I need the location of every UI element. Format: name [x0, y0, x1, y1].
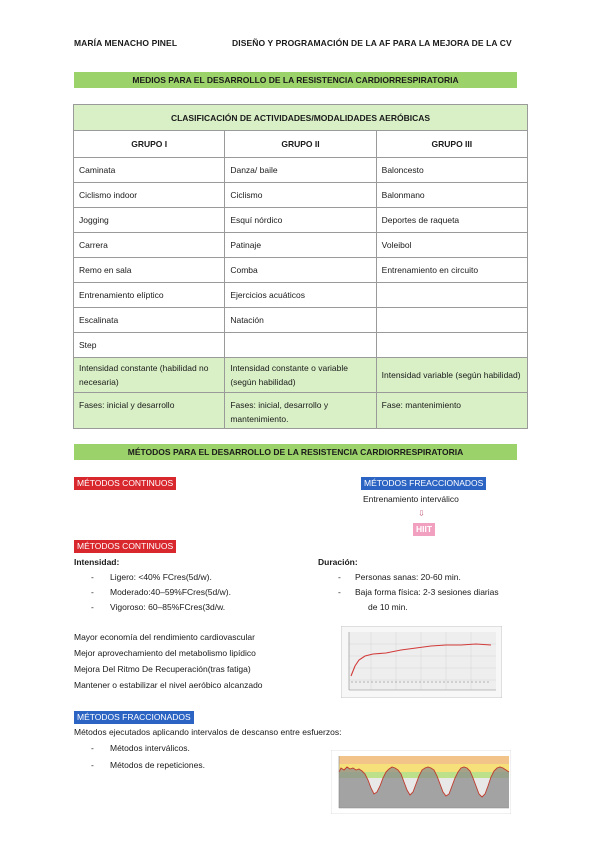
table-cell: Caminata [74, 158, 225, 183]
intensity-cell: Intensidad variable (según habilidad) [376, 358, 527, 393]
activities-table [73, 104, 528, 429]
phase-cell: Fases: inicial, desarrollo y mantenimiento. [225, 393, 376, 429]
table-cell: Balonmano [376, 183, 527, 208]
table-cell: Patinaje [225, 233, 376, 258]
intensity-cell: Intensidad constante (habilidad no necesaria) [74, 358, 225, 393]
table-cell: Step [74, 333, 225, 358]
table-cell: Escalinata [74, 308, 225, 333]
section-banner-medios: MEDIOS PARA EL DESARROLLO DE LA RESISTENCIA CARDIORRESPIRATORIA [74, 72, 517, 88]
phase-cell: Fases: inicial y desarrollo [74, 393, 225, 429]
intensity-item: Ligero: <40% FCres(5d/w). [110, 572, 212, 582]
table-row [74, 258, 528, 283]
down-arrow-icon: ⇩ [418, 509, 425, 518]
table-row [74, 308, 528, 333]
header-author: MARÍA MENACHO PINEL [74, 38, 178, 48]
hiit-badge: HIIT [413, 523, 435, 536]
intensity-item: Vigoroso: 60–85%FCres(3d/w. [110, 602, 226, 612]
bullet-dash: - [338, 587, 341, 597]
table-cell: Natación [225, 308, 376, 333]
table-cell: Entrenamiento en circuito [376, 258, 527, 283]
phase-cell: Fase: mantenimiento [376, 393, 527, 429]
table-cell: Entrenamiento elíptico [74, 283, 225, 308]
table-row [74, 283, 528, 308]
intensity-row [74, 358, 528, 393]
header-doc-title: DISEÑO Y PROGRAMACIÓN DE LA AF PARA LA MEJORA DE LA CV [232, 38, 512, 48]
table-cell: Ciclismo [225, 183, 376, 208]
table-cell: Danza/ baile [225, 158, 376, 183]
bullet-dash: - [91, 587, 94, 597]
table-cell [225, 333, 376, 358]
bullet-dash: - [91, 743, 94, 753]
benefit-item: Mayor economía del rendimiento cardiovascular [74, 632, 255, 642]
table-row [74, 233, 528, 258]
table-title: CLASIFICACIÓN DE ACTIVIDADES/MODALIDADES AERÓBICAS [74, 105, 528, 131]
fractioned-methods-tag-2: MÉTODOS FRACCIONADOS [74, 711, 194, 724]
continuous-heart-rate-chart [341, 626, 502, 698]
phases-row [74, 393, 528, 429]
table-cell: Remo en sala [74, 258, 225, 283]
table-cell: Voleibol [376, 233, 527, 258]
duration-item: de 10 min. [368, 602, 408, 612]
bullet-dash: - [91, 760, 94, 770]
continuous-methods-tag-2: MÉTODOS CONTINUOS [74, 540, 176, 553]
table-cell: Esquí nórdico [225, 208, 376, 233]
interval-training-text: Entrenamiento interválico [363, 494, 459, 504]
table-cell: Deportes de raqueta [376, 208, 527, 233]
benefit-item: Mantener o estabilizar el nivel aeróbico alcanzado [74, 680, 263, 690]
fractioned-methods-tag: MÉTODOS FREACCIONADOS [361, 477, 486, 490]
table-row [74, 183, 528, 208]
duration-title: Duración: [318, 557, 358, 567]
table-cell: Baloncesto [376, 158, 527, 183]
table-cell: Carrera [74, 233, 225, 258]
group-header: GRUPO I [74, 131, 225, 158]
group-header: GRUPO II [225, 131, 376, 158]
table-cell: Ejercicios acuáticos [225, 283, 376, 308]
table-cell [376, 283, 527, 308]
table-row [74, 158, 528, 183]
fractioned-description: Métodos ejecutados aplicando intervalos de descanso entre esfuerzos: [74, 727, 342, 737]
benefit-item: Mejora Del Ritmo De Recuperación(tras fatiga) [74, 664, 251, 674]
table-cell [376, 333, 527, 358]
fractioned-item: Métodos interválicos. [110, 743, 190, 753]
fractioned-item: Métodos de repeticiones. [110, 760, 205, 770]
table-cell [376, 308, 527, 333]
table-cell: Jogging [74, 208, 225, 233]
table-row [74, 333, 528, 358]
interval-heart-rate-chart [331, 750, 511, 814]
group-header: GRUPO III [376, 131, 527, 158]
bullet-dash: - [338, 572, 341, 582]
section-banner-metodos: MÉTODOS PARA EL DESARROLLO DE LA RESISTENCIA CARDIORRESPIRATORIA [74, 444, 517, 460]
duration-item: Baja forma física: 2-3 sesiones diarias [355, 587, 499, 597]
table-cell: Comba [225, 258, 376, 283]
table-row [74, 208, 528, 233]
bullet-dash: - [91, 602, 94, 612]
intensity-cell: Intensidad constante o variable (según habilidad) [225, 358, 376, 393]
table-cell: Ciclismo indoor [74, 183, 225, 208]
continuous-methods-tag: MÉTODOS CONTINUOS [74, 477, 176, 490]
benefit-item: Mejor aprovechamiento del metabolismo lipídico [74, 648, 256, 658]
intensity-title: Intensidad: [74, 557, 120, 567]
intensity-item: Moderado:40–59%FCres(5d/w). [110, 587, 231, 597]
duration-item: Personas sanas: 20-60 min. [355, 572, 461, 582]
bullet-dash: - [91, 572, 94, 582]
